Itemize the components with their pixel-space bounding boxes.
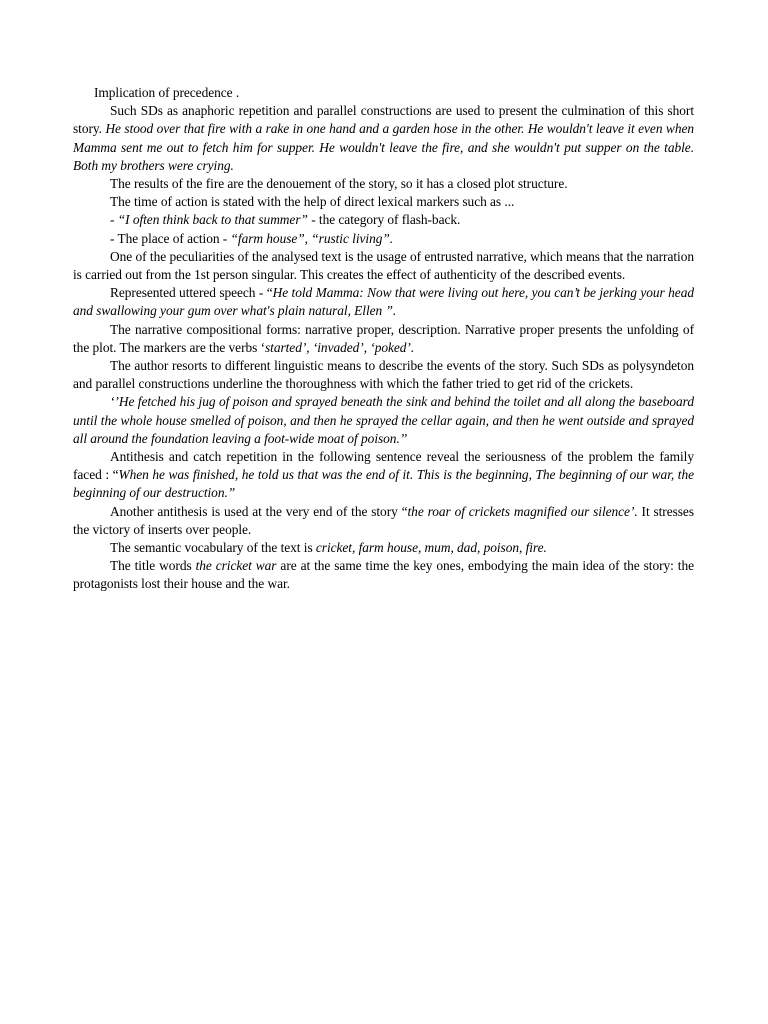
paragraph-entrusted-narrative: One of the peculiarities of the analysed text is the usage of entrusted narrative, which means that the narration is carried out from the 1st person singular. This creates the effect of authenticity of the described events. (73, 248, 694, 283)
paragraph-text: The semantic vocabulary of the text is (110, 540, 316, 556)
paragraph-text: are at the same time the key ones, embodying the main idea of the story: the protagonists lost their house and the war. (73, 558, 695, 592)
quotation: He told Mamma: Now that were living out here, you can’t be jerking your head and swallowing your gum over what's plain natural, Ellen ”. (73, 285, 694, 319)
paragraph-text: - the category of flash-back. (307, 212, 461, 228)
document-page (73, 84, 694, 594)
paragraph-text: Antithesis and catch repetition in the following sentence reveal the seriousness of the problem the family faced : “ (73, 449, 694, 483)
quotation: cricket, farm house, mum, dad, poison, fire. (315, 540, 547, 556)
paragraph-uttered-speech (73, 284, 694, 320)
quotation: the roar of crickets magnified our silence’. (407, 503, 638, 519)
paragraph-compositional-forms (73, 321, 694, 357)
section-heading: Implication of precedence . (94, 85, 240, 100)
paragraph-time-of-action: The time of action is stated with the help of direct lexical markers such as ... (110, 194, 515, 210)
paragraph-semantic-vocabulary (73, 539, 694, 557)
paragraph-text: Represented uttered speech - “ (110, 285, 273, 301)
paragraph-denouement: The results of the fire are the denouement of the story, so it has a closed plot structure. (110, 176, 568, 192)
paragraph-flashback-marker (73, 211, 694, 229)
quotation: “farm house”, “rustic living”. (230, 230, 394, 246)
paragraph-ending-antithesis (73, 503, 694, 539)
quotation: He stood over that fire with a rake in one hand and a garden hose in the other. He wouldn't leave it even when Mamma sent me out to fetch him for supper. He wouldn't leave the fire, and she wouldn't put supper on the table. Both my brothers were crying. (73, 121, 694, 173)
quotation: the cricket war (195, 558, 277, 574)
paragraph-text: - (110, 212, 118, 228)
paragraph-text: The title words (110, 558, 196, 574)
quotation: started’, ‘invaded’, ‘poked’. (265, 339, 415, 355)
paragraph-text: - The place of action - (110, 230, 231, 246)
quotation: When he was finished, he told us that was the end of it. This is the beginning, The beginning of our war, the beginning of our destruction.” (73, 467, 694, 501)
paragraph-place-of-action (73, 230, 694, 248)
paragraph-text: Such SDs as anaphoric repetition and parallel constructions are used to present the culmination of this short story. (73, 103, 694, 137)
quotation: “I often think back to that summer” (117, 212, 308, 228)
paragraph-text: Another antithesis is used at the very end of the story “ (110, 503, 408, 519)
paragraph-antithesis (73, 448, 694, 503)
paragraph-text: The narrative compositional forms: narrative proper, description. Narrative proper presents the unfolding of the plot. The markers are the verbs ‘ (73, 321, 694, 355)
paragraph-culmination (73, 102, 694, 175)
paragraph-text: It stresses the victory of inserts over people. (73, 503, 694, 537)
paragraph-title-words (73, 557, 694, 593)
quotation: ‘’He fetched his jug of poison and sprayed beneath the sink and behind the toilet and all along the baseboard until the whole house smelled of poison, and then he sprayed the cellar again, and then he went outside and sprayed all around the foundation leaving a foot-wide moat of poison.’’ (73, 394, 694, 446)
paragraph-polysyndeton-quote (73, 393, 694, 448)
paragraph-linguistic-means: The author resorts to different linguistic means to describe the events of the story. Such SDs as polysyndeton and parallel constructions underline the thoroughness with which the father tried to get rid of the crickets. (73, 358, 694, 392)
